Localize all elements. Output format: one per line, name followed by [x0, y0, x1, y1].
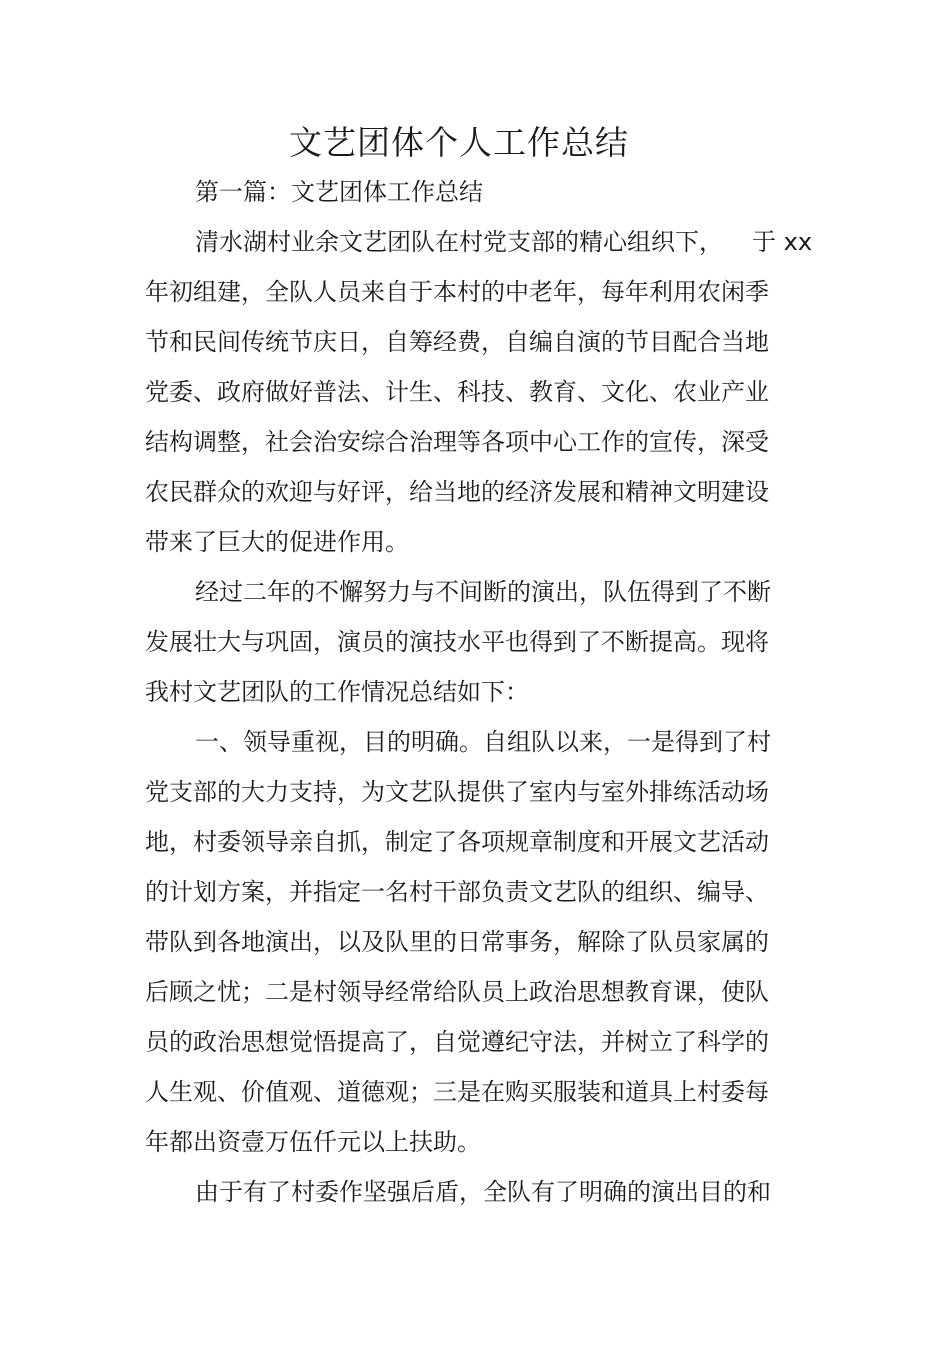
paragraph-line: 清水湖村业余文艺团队在村党支部的精心组织下， — [195, 228, 723, 256]
paragraph-line: 人生观、价值观、道德观；三是在购买服装和道具上村委每 — [145, 1078, 769, 1106]
paragraph-line: 党委、政府做好普法、计生、科技、教育、文化、农业产业 — [145, 378, 769, 406]
paragraph-line-tail: 于 xx — [752, 228, 813, 256]
paragraph-line: 年都出资壹万伍仟元以上扶助。 — [145, 1128, 481, 1156]
paragraph-line: 我村文艺团队的工作情况总结如下： — [145, 678, 529, 706]
paragraph-line: 地，村委领导亲自抓，制定了各项规章制度和开展文艺活动 — [145, 828, 769, 856]
paragraph-line: 的计划方案，并指定一名村干部负责文艺队的组织、编导、 — [145, 878, 769, 906]
paragraph-line: 节和民间传统节庆日，自筹经费，自编自演的节目配合当地 — [145, 328, 769, 356]
paragraph-line: 一、领导重视，目的明确。自组队以来，一是得到了村 — [195, 728, 771, 756]
paragraph-line: 农民群众的欢迎与好评，给当地的经济发展和精神文明建设 — [145, 478, 769, 506]
paragraph-line: 党支部的大力支持，为文艺队提供了室内与室外排练活动场 — [145, 778, 769, 806]
paragraph-line: 发展壮大与巩固，演员的演技水平也得到了不断提高。现将 — [145, 628, 769, 656]
document-title: 文艺团体个人工作总结 — [289, 123, 629, 162]
paragraph-line: 后顾之忧；二是村领导经常给队员上政治思想教育课，使队 — [145, 978, 769, 1006]
paragraph-line: 带队到各地演出，以及队里的日常事务，解除了队员家属的 — [145, 928, 769, 956]
paragraph-line: 经过二年的不懈努力与不间断的演出，队伍得到了不断 — [195, 578, 771, 606]
paragraph-line: 员的政治思想觉悟提高了，自觉遵纪守法，并树立了科学的 — [145, 1028, 769, 1056]
paragraph-line: 由于有了村委作坚强后盾，全队有了明确的演出目的和 — [195, 1178, 771, 1206]
paragraph-line: 年初组建，全队人员来自于本村的中老年，每年利用农闲季 — [145, 278, 769, 306]
paragraph-line: 结构调整，社会治安综合治理等各项中心工作的宣传，深受 — [145, 428, 769, 456]
section-heading: 第一篇：文艺团体工作总结 — [195, 178, 483, 206]
paragraph-line: 带来了巨大的促进作用。 — [145, 528, 409, 556]
